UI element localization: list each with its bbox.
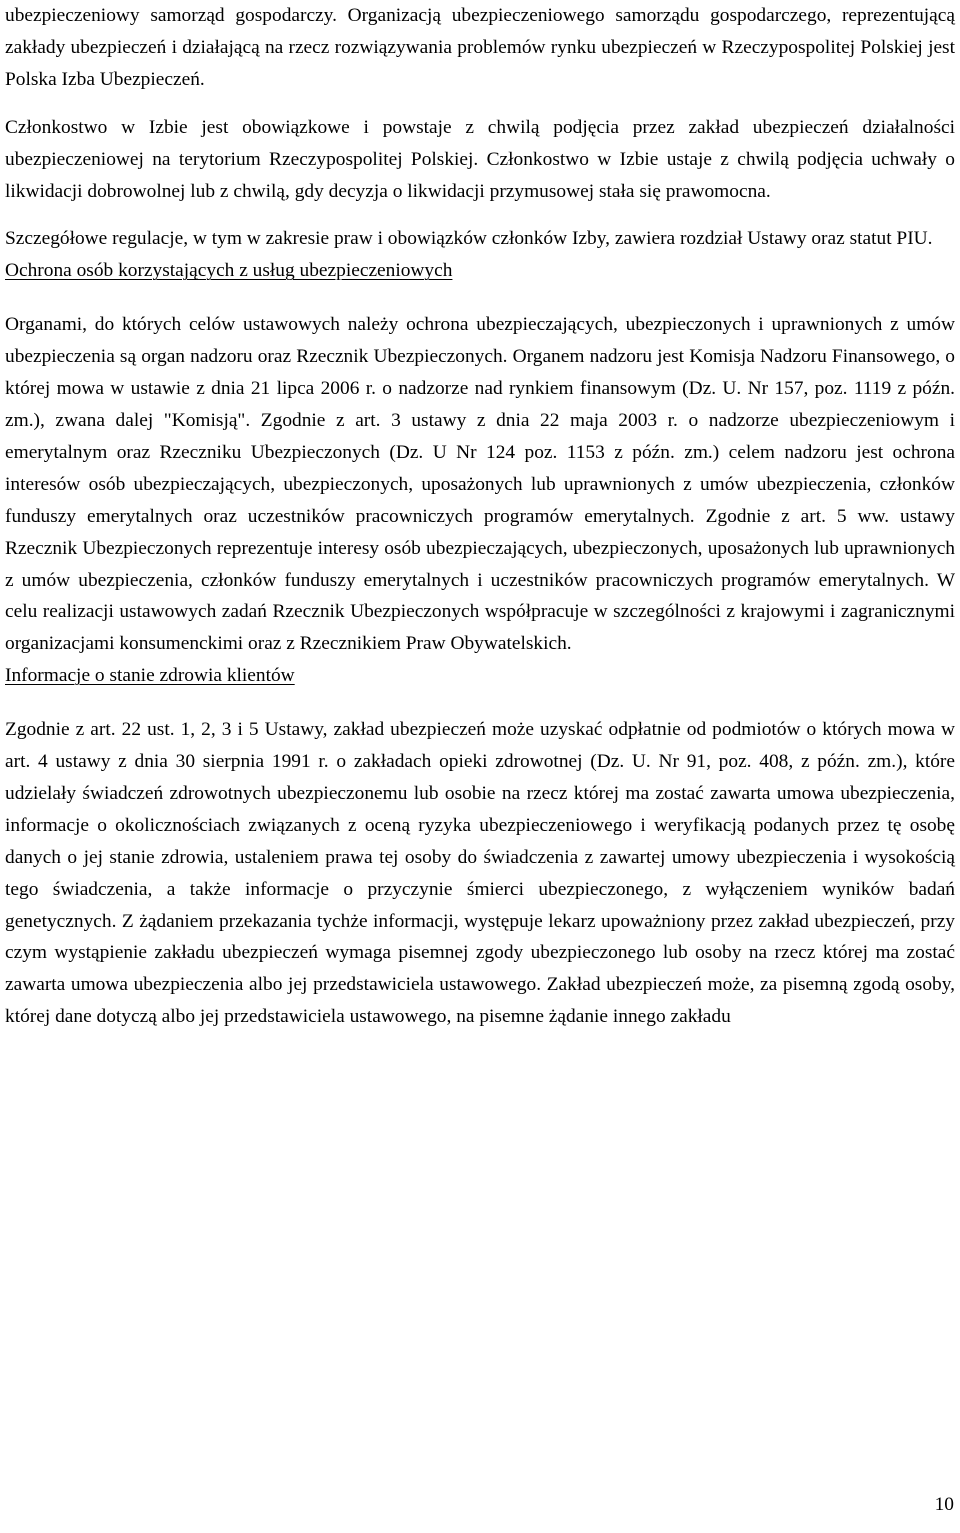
page-number: 10	[934, 1494, 954, 1515]
document-page	[5, 0, 955, 1033]
paragraph-health-information: Zgodnie z art. 22 ust. 1, 2, 3 i 5 Ustawy, zakład ubezpieczeń może uzyskać odpłatnie od podmiotów o których mowa w art. 4 ustawy z dnia 30 sierpnia 1991 r. o zakładach opieki zdrowotnej (Dz. U. Nr 91, poz. 408, z późn. zm.), które udzielały świadczeń zdrowotnych ubezpieczonemu lub osobie na rzecz której ma zostać zawarta umowa ubezpieczenia, informacje o okolicznościach związanych z oceną ryzyka ubezpieczeniowego i weryfikacją podanych przez tę osobę danych o jej stanie zdrowia, ustaleniem prawa tej osoby do świadczenia z zawartej umowy ubezpieczenia i wysokością tego świadczenia, a także informacje o przyczynie śmierci ubezpieczonego, z wyłączeniem wyników badań genetycznych. Z żądaniem przekazania tychże informacji, występuje lekarz upoważniony przez zakład ubezpieczeń, przy czym wystąpienie zakładu ubezpieczeń wymaga pisemnej zgody ubezpieczonego lub osoby na rzecz której ma zostać zawarta umowa ubezpieczenia albo jej przedstawiciela ustawowego. Zakład ubezpieczeń może, za pisemną zgodą osoby, której dane dotyczą albo jej przedstawiciela ustawowego, na pisemne żądanie innego zakładu	[5, 719, 955, 1028]
paragraph-protection-bodies: Organami, do których celów ustawowych należy ochrona ubezpieczających, ubezpieczonych i uprawnionych z umów ubezpieczenia są organ nadzoru oraz Rzecznik Ubezpieczonych. Organem nadzoru jest Komisja Nadzoru Finansowego, o której mowa w ustawie z dnia 21 lipca 2006 r. o nadzorze nad rynkiem finansowym (Dz. U. Nr 157, poz. 1119 z późn. zm.), zwana dalej "Komisją". Zgodnie z art. 3 ustawy z dnia 22 maja 2003 r. o nadzorze ubezpieczeniowym i emerytalnym oraz Rzeczniku Ubezpieczonych (Dz. U Nr 124 poz. 1153 z późn. zm.) celem nadzoru jest ochrona interesów osób ubezpieczających, ubezpieczonych, uposażonych lub uprawnionych z umów ubezpieczenia, członków funduszy emerytalnych oraz uczestników pracowniczych programów emerytalnych. Zgodnie z art. 5 ww. ustawy Rzecznik Ubezpieczonych reprezentuje interesy osób ubezpieczających, ubezpieczonych, uposażonych lub uprawnionych z umów ubezpieczenia, członków funduszy emerytalnych i uczestników pracowniczych programów emerytalnych. W celu realizacji ustawowych zadań Rzecznik Ubezpieczonych współpracuje w szczególności z krajowymi i zagranicznymi organizacjami konsumenckimi oraz z Rzecznikiem Praw Obywatelskich.	[5, 314, 955, 655]
paragraph-detailed-regulations: Szczegółowe regulacje, w tym w zakresie praw i obowiązków członków Izby, zawiera rozdział Ustawy oraz statut PIU.	[5, 228, 933, 250]
paragraph-membership: Członkostwo w Izbie jest obowiązkowe i powstaje z chwilą podjęcia przez zakład ubezpieczeń działalności ubezpieczeniowej na terytorium Rzeczypospolitej Polskiej. Członkostwo w Izbie ustaje z chwilą podjęcia uchwały o likwidacji dobrowolnej lub z chwilą, gdy decyzja o likwidacji przymusowej stała się prawomocna.	[5, 116, 955, 202]
section-heading-health-information: Informacje o stanie zdrowia klientów	[5, 665, 295, 687]
paragraph-polish-chamber-of-insurance: ubezpieczeniowy samorząd gospodarczy. Organizacją ubezpieczeniowego samorządu gospodarczego, reprezentującą zakłady ubezpieczeń i działającą na rzecz rozwiązywania problemów rynku ubezpieczeń w Rzeczypospolitej Polskiej jest Polska Izba Ubezpieczeń.	[5, 5, 955, 90]
section-heading-protection: Ochrona osób korzystających z usług ubezpieczeniowych	[5, 260, 453, 282]
